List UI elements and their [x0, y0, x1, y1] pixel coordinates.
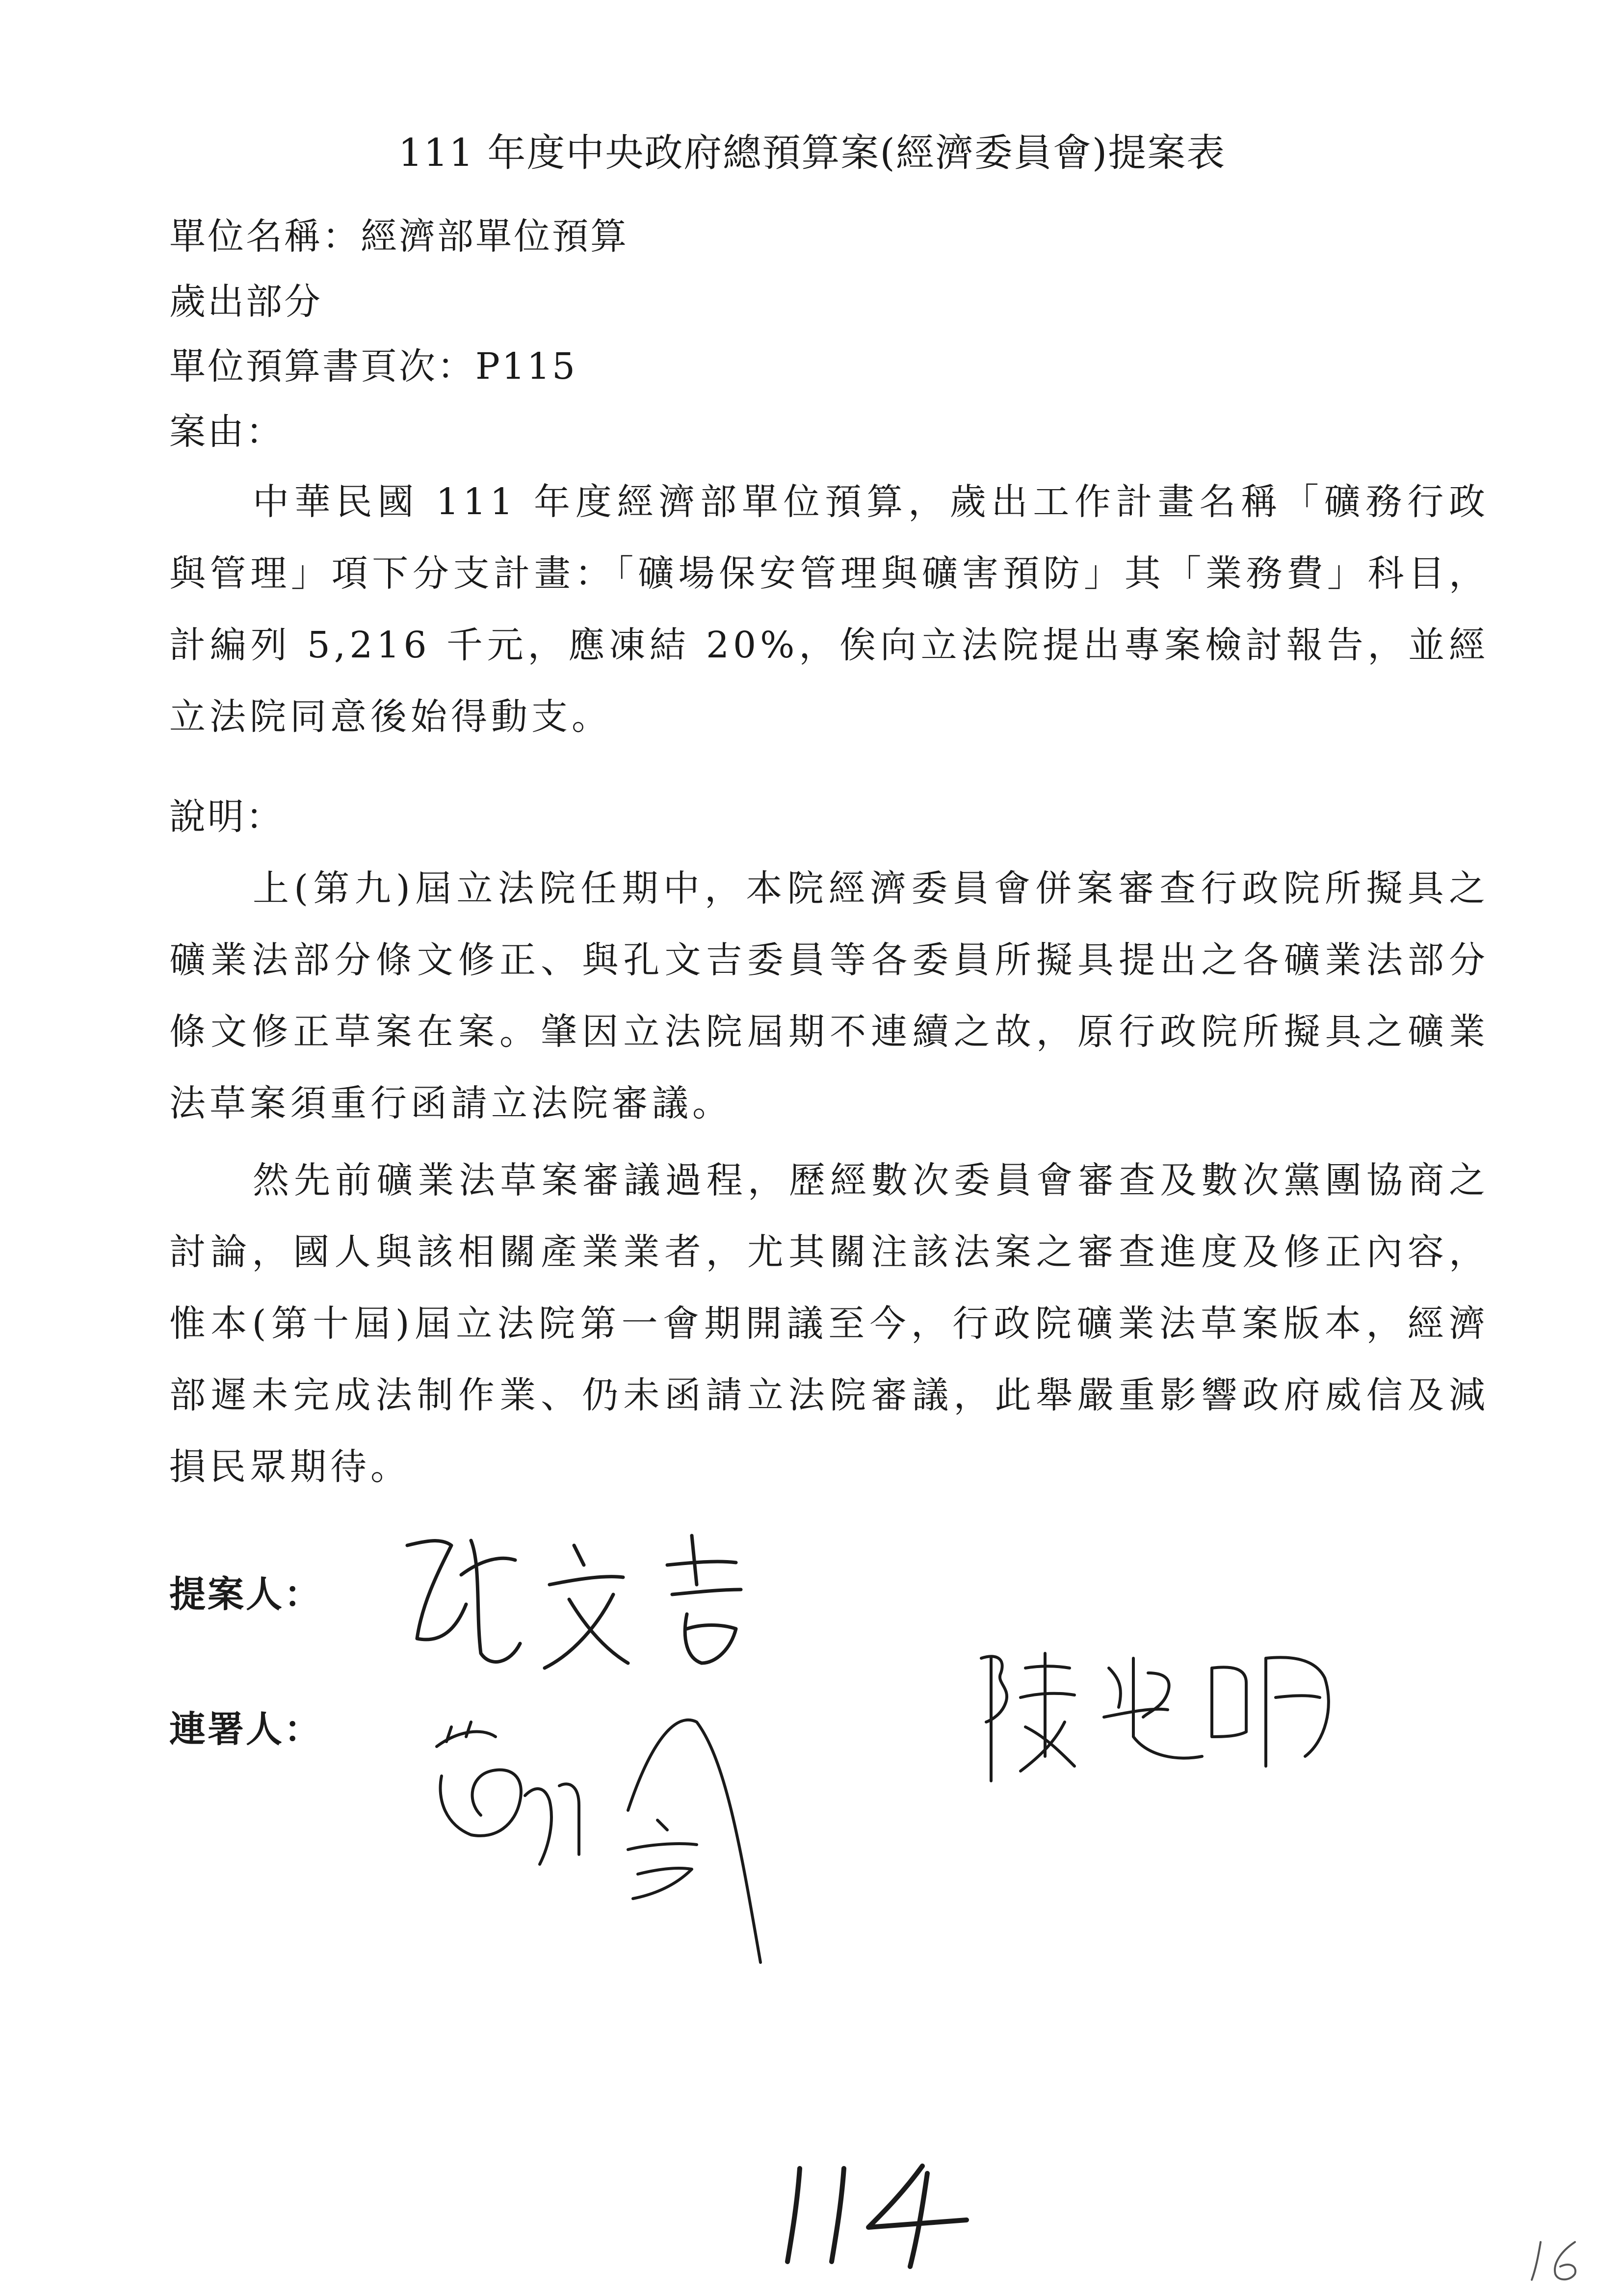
page-reference-line: 單位預算書頁次：P115 — [169, 345, 577, 388]
reason-label: 案由： — [169, 411, 284, 453]
cosigner-label: 連署人： — [169, 1708, 322, 1750]
proposer-signature — [397, 1516, 819, 1678]
cosigner-signature-1 — [971, 1639, 1344, 1786]
handwritten-page-number — [775, 2159, 981, 2273]
proposer-label: 提案人： — [169, 1573, 322, 1616]
explanation-paragraph-2: 然先前礦業法草案審議過程，歷經數次委員會審查及數次黨團協商之討論，國人與該相關產業業者，尤其關注該法案之審查進度及修正內容，惟本(第十屆)屆立法院第一會期開議至今，行政院礦業法草案版本，經濟部遲未完成法制作業、仍未函請立法院審議，此舉嚴重影響政府威信及減損民眾期待。 — [169, 1159, 1489, 1488]
explanation-paragraph-1: 上(第九)屆立法院任期中，本院經濟委員會併案審查行政院所擬具之礦業法部分條文修正、與孔文吉委員等各委員所擬具提出之各礦業法部分條文修正草案在案。肇因立法院屆期不連續之故，原行政院所擬具之礦業法草案須重行函請立法院審議。 — [169, 867, 1489, 1124]
document-title: 111 年度中央政府總預算案(經濟委員會)提案表 — [398, 131, 1226, 175]
section-line: 歲出部分 — [169, 281, 322, 323]
reason-text: 中華民國 111 年度經濟部單位預算，歲出工作計畫名稱「礦務行政與管理」項下分支計畫：「礦場保安管理與礦害預防」其「業務費」科目，計編列 5,216 千元，應凍結 20%，俟向立法院提出專案檢討報告，並經立法院同意後始得動支。 — [169, 481, 1489, 738]
cosigner-signature-2 — [422, 1688, 795, 1972]
handwritten-corner-mark — [1526, 2235, 1595, 2286]
unit-name-line: 單位名稱：經濟部單位預算 — [169, 215, 629, 258]
explanation-label: 說明： — [169, 796, 284, 838]
